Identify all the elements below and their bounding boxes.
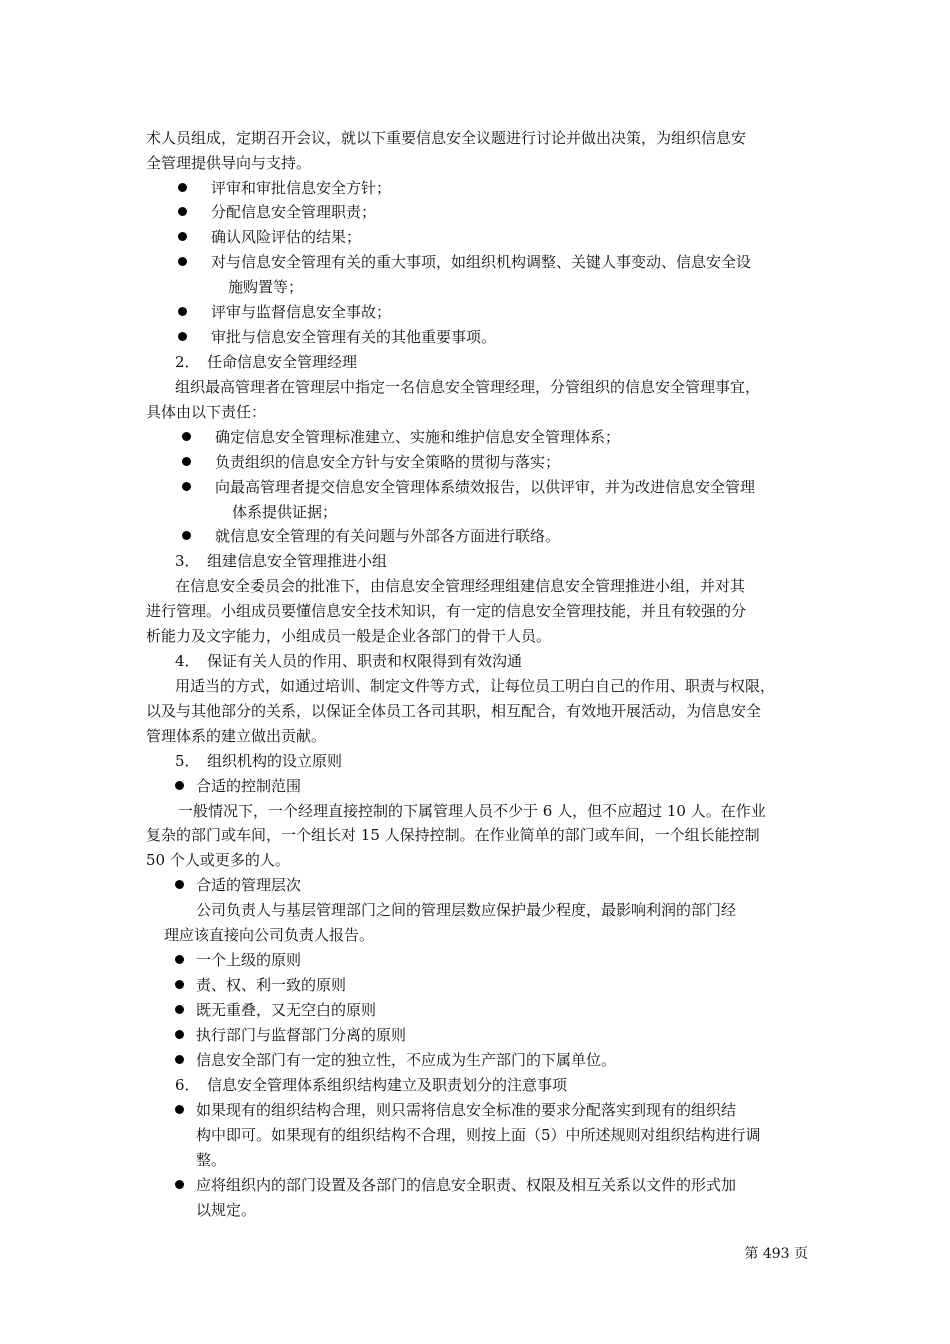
- line-text: 整。: [196, 1151, 227, 1169]
- line-text: 在信息安全委员会的批准下，由信息安全管理经理组建信息安全管理推进小组，并对其: [175, 577, 746, 595]
- text-line: [0, 574, 950, 598]
- bullet-line: [0, 973, 950, 997]
- line-text: 公司负责人与基层管理部门之间的管理层数应保护最少程度，最影响利润的部门经: [196, 901, 737, 919]
- bullet-dot-icon: [175, 880, 184, 889]
- bullet-line: [0, 475, 950, 499]
- text-line: [0, 1198, 950, 1222]
- line-text: 如果现有的组织结构合理，则只需将信息安全标准的要求分配落实到现有的组织结: [196, 1101, 737, 1119]
- bullet-dot-icon: [175, 1105, 184, 1114]
- bullet-line: [0, 524, 950, 548]
- line-text: 理应该直接向公司负责人报告。: [164, 926, 375, 944]
- line-text: 确定信息安全管理标准建立、实施和维护信息安全管理体系；: [215, 428, 621, 446]
- line-text: 管理体系的建立做出贡献。: [146, 727, 327, 745]
- bullet-line: [0, 425, 950, 449]
- text-line: [0, 151, 950, 175]
- line-text: 一个上级的原则: [196, 951, 302, 969]
- bullet-line: [0, 176, 950, 200]
- line-text: 全管理提供导向与支持。: [146, 154, 312, 172]
- line-text: 4． 保证有关人员的作用、职责和权限得到有效沟通: [175, 652, 523, 670]
- bullet-line: [0, 998, 950, 1022]
- bullet-dot-icon: [182, 457, 191, 466]
- line-text: 6． 信息安全管理体系组织结构建立及职责划分的注意事项: [175, 1076, 568, 1094]
- bullet-line: [0, 300, 950, 324]
- line-text: 执行部门与监督部门分离的原则: [196, 1026, 407, 1044]
- bullet-line: [0, 1098, 950, 1122]
- line-text: 就信息安全管理的有关问题与外部各方面进行联络。: [215, 527, 561, 545]
- line-text: 体系提供证据；: [232, 503, 338, 521]
- text-line: [0, 699, 950, 723]
- line-text: 合适的管理层次: [196, 876, 302, 894]
- bullet-dot-icon: [175, 980, 184, 989]
- bullet-line: [0, 948, 950, 972]
- line-text: 分配信息安全管理职责；: [211, 203, 377, 221]
- text-line: [0, 649, 950, 673]
- bullet-line: [0, 1023, 950, 1047]
- text-line: [0, 549, 950, 573]
- line-text: 评审与监督信息安全事故；: [211, 303, 392, 321]
- line-text: 术人员组成，定期召开会议，就以下重要信息安全议题进行讨论并做出决策，为组织信息安: [146, 129, 747, 147]
- bullet-dot-icon: [178, 207, 187, 216]
- text-line: [0, 1123, 950, 1147]
- line-text: 复杂的部门或车间，一个组长对 15 人保持控制。在作业简单的部门或车间，一个组长能控制: [146, 826, 760, 844]
- text-line: [0, 799, 950, 823]
- bullet-line: [0, 1048, 950, 1072]
- bullet-dot-icon: [178, 307, 187, 316]
- line-text: 信息安全部门有一定的独立性，不应成为生产部门的下属单位。: [196, 1051, 617, 1069]
- line-text: 析能力及文字能力，小组成员一般是企业各部门的骨干人员。: [146, 627, 552, 645]
- text-line: [0, 749, 950, 773]
- text-line: [0, 1073, 950, 1097]
- line-text: 进行管理。小组成员要懂信息安全技术知识，有一定的信息安全管理技能，并且有较强的分: [146, 602, 747, 620]
- bullet-line: [0, 200, 950, 224]
- page-number: 第 493 页: [744, 1246, 808, 1262]
- text-line: [0, 599, 950, 623]
- line-text: 以规定。: [196, 1201, 257, 1219]
- bullet-line: [0, 325, 950, 349]
- bullet-line: [0, 774, 950, 798]
- line-text: 50 个人或更多的人。: [146, 851, 290, 869]
- line-text: 审批与信息安全管理有关的其他重要事项。: [211, 328, 497, 346]
- line-text: 施购置等；: [228, 278, 304, 296]
- text-line: [0, 350, 950, 374]
- text-line: [0, 674, 950, 698]
- bullet-line: [0, 225, 950, 249]
- line-text: 以及与其他部分的关系，以保证全体员工各司其职，相互配合，有效地开展活动，为信息安全: [146, 702, 762, 720]
- bullet-dot-icon: [182, 531, 191, 540]
- line-text: 用适当的方式，如通过培训、制定文件等方式，让每位员工明白自己的作用、职责与权限，: [175, 677, 776, 695]
- bullet-dot-icon: [175, 1005, 184, 1014]
- line-text: 具体由以下责任：: [146, 403, 267, 421]
- bullet-dot-icon: [178, 232, 187, 241]
- text-line: [0, 400, 950, 424]
- text-line: [0, 624, 950, 648]
- text-line: [0, 126, 950, 150]
- bullet-dot-icon: [178, 332, 187, 341]
- bullet-line: [0, 1173, 950, 1197]
- line-text: 组织最高管理者在管理层中指定一名信息安全管理经理，分管组织的信息安全管理事宜，: [175, 378, 761, 396]
- bullet-line: [0, 450, 950, 474]
- line-text: 合适的控制范围: [196, 777, 302, 795]
- line-text: 2． 任命信息安全管理经理: [175, 353, 358, 371]
- bullet-dot-icon: [175, 781, 184, 790]
- text-line: [0, 500, 950, 524]
- line-text: 责、权、利一致的原则: [196, 976, 347, 994]
- line-text: 确认风险评估的结果；: [211, 228, 362, 246]
- line-text: 3． 组建信息安全管理推进小组: [175, 552, 388, 570]
- bullet-dot-icon: [182, 482, 191, 491]
- bullet-dot-icon: [178, 257, 187, 266]
- bullet-dot-icon: [182, 432, 191, 441]
- text-line: [0, 823, 950, 847]
- bullet-dot-icon: [175, 1030, 184, 1039]
- text-line: [0, 898, 950, 922]
- text-line: [0, 1148, 950, 1172]
- text-line: [0, 848, 950, 872]
- line-text: 既无重叠，又无空白的原则: [196, 1001, 377, 1019]
- line-text: 构中即可。如果现有的组织结构不合理，则按上面（5）中所述规则对组织结构进行调: [196, 1126, 761, 1144]
- text-line: [0, 275, 950, 299]
- text-line: [0, 923, 950, 947]
- line-text: 评审和审批信息安全方针；: [211, 179, 392, 197]
- bullet-dot-icon: [178, 183, 187, 192]
- line-text: 5． 组织机构的设立原则: [175, 752, 343, 770]
- bullet-line: [0, 250, 950, 274]
- bullet-dot-icon: [175, 955, 184, 964]
- text-line: [0, 375, 950, 399]
- line-text: 应将组织内的部门设置及各部门的信息安全职责、权限及相互关系以文件的形式加: [196, 1176, 737, 1194]
- line-text: 对与信息安全管理有关的重大事项，如组织机构调整、关键人事变动、信息安全设: [211, 253, 752, 271]
- line-text: 负责组织的信息安全方针与安全策略的贯彻与落实；: [215, 453, 561, 471]
- text-line: [0, 724, 950, 748]
- bullet-line: [0, 873, 950, 897]
- bullet-dot-icon: [175, 1180, 184, 1189]
- bullet-dot-icon: [175, 1055, 184, 1064]
- line-text: 向最高管理者提交信息安全管理体系绩效报告，以供评审，并为改进信息安全管理: [215, 478, 756, 496]
- line-text: 一般情况下，一个经理直接控制的下属管理人员不少于 6 人，但不应超过 10 人。在作业: [178, 802, 766, 820]
